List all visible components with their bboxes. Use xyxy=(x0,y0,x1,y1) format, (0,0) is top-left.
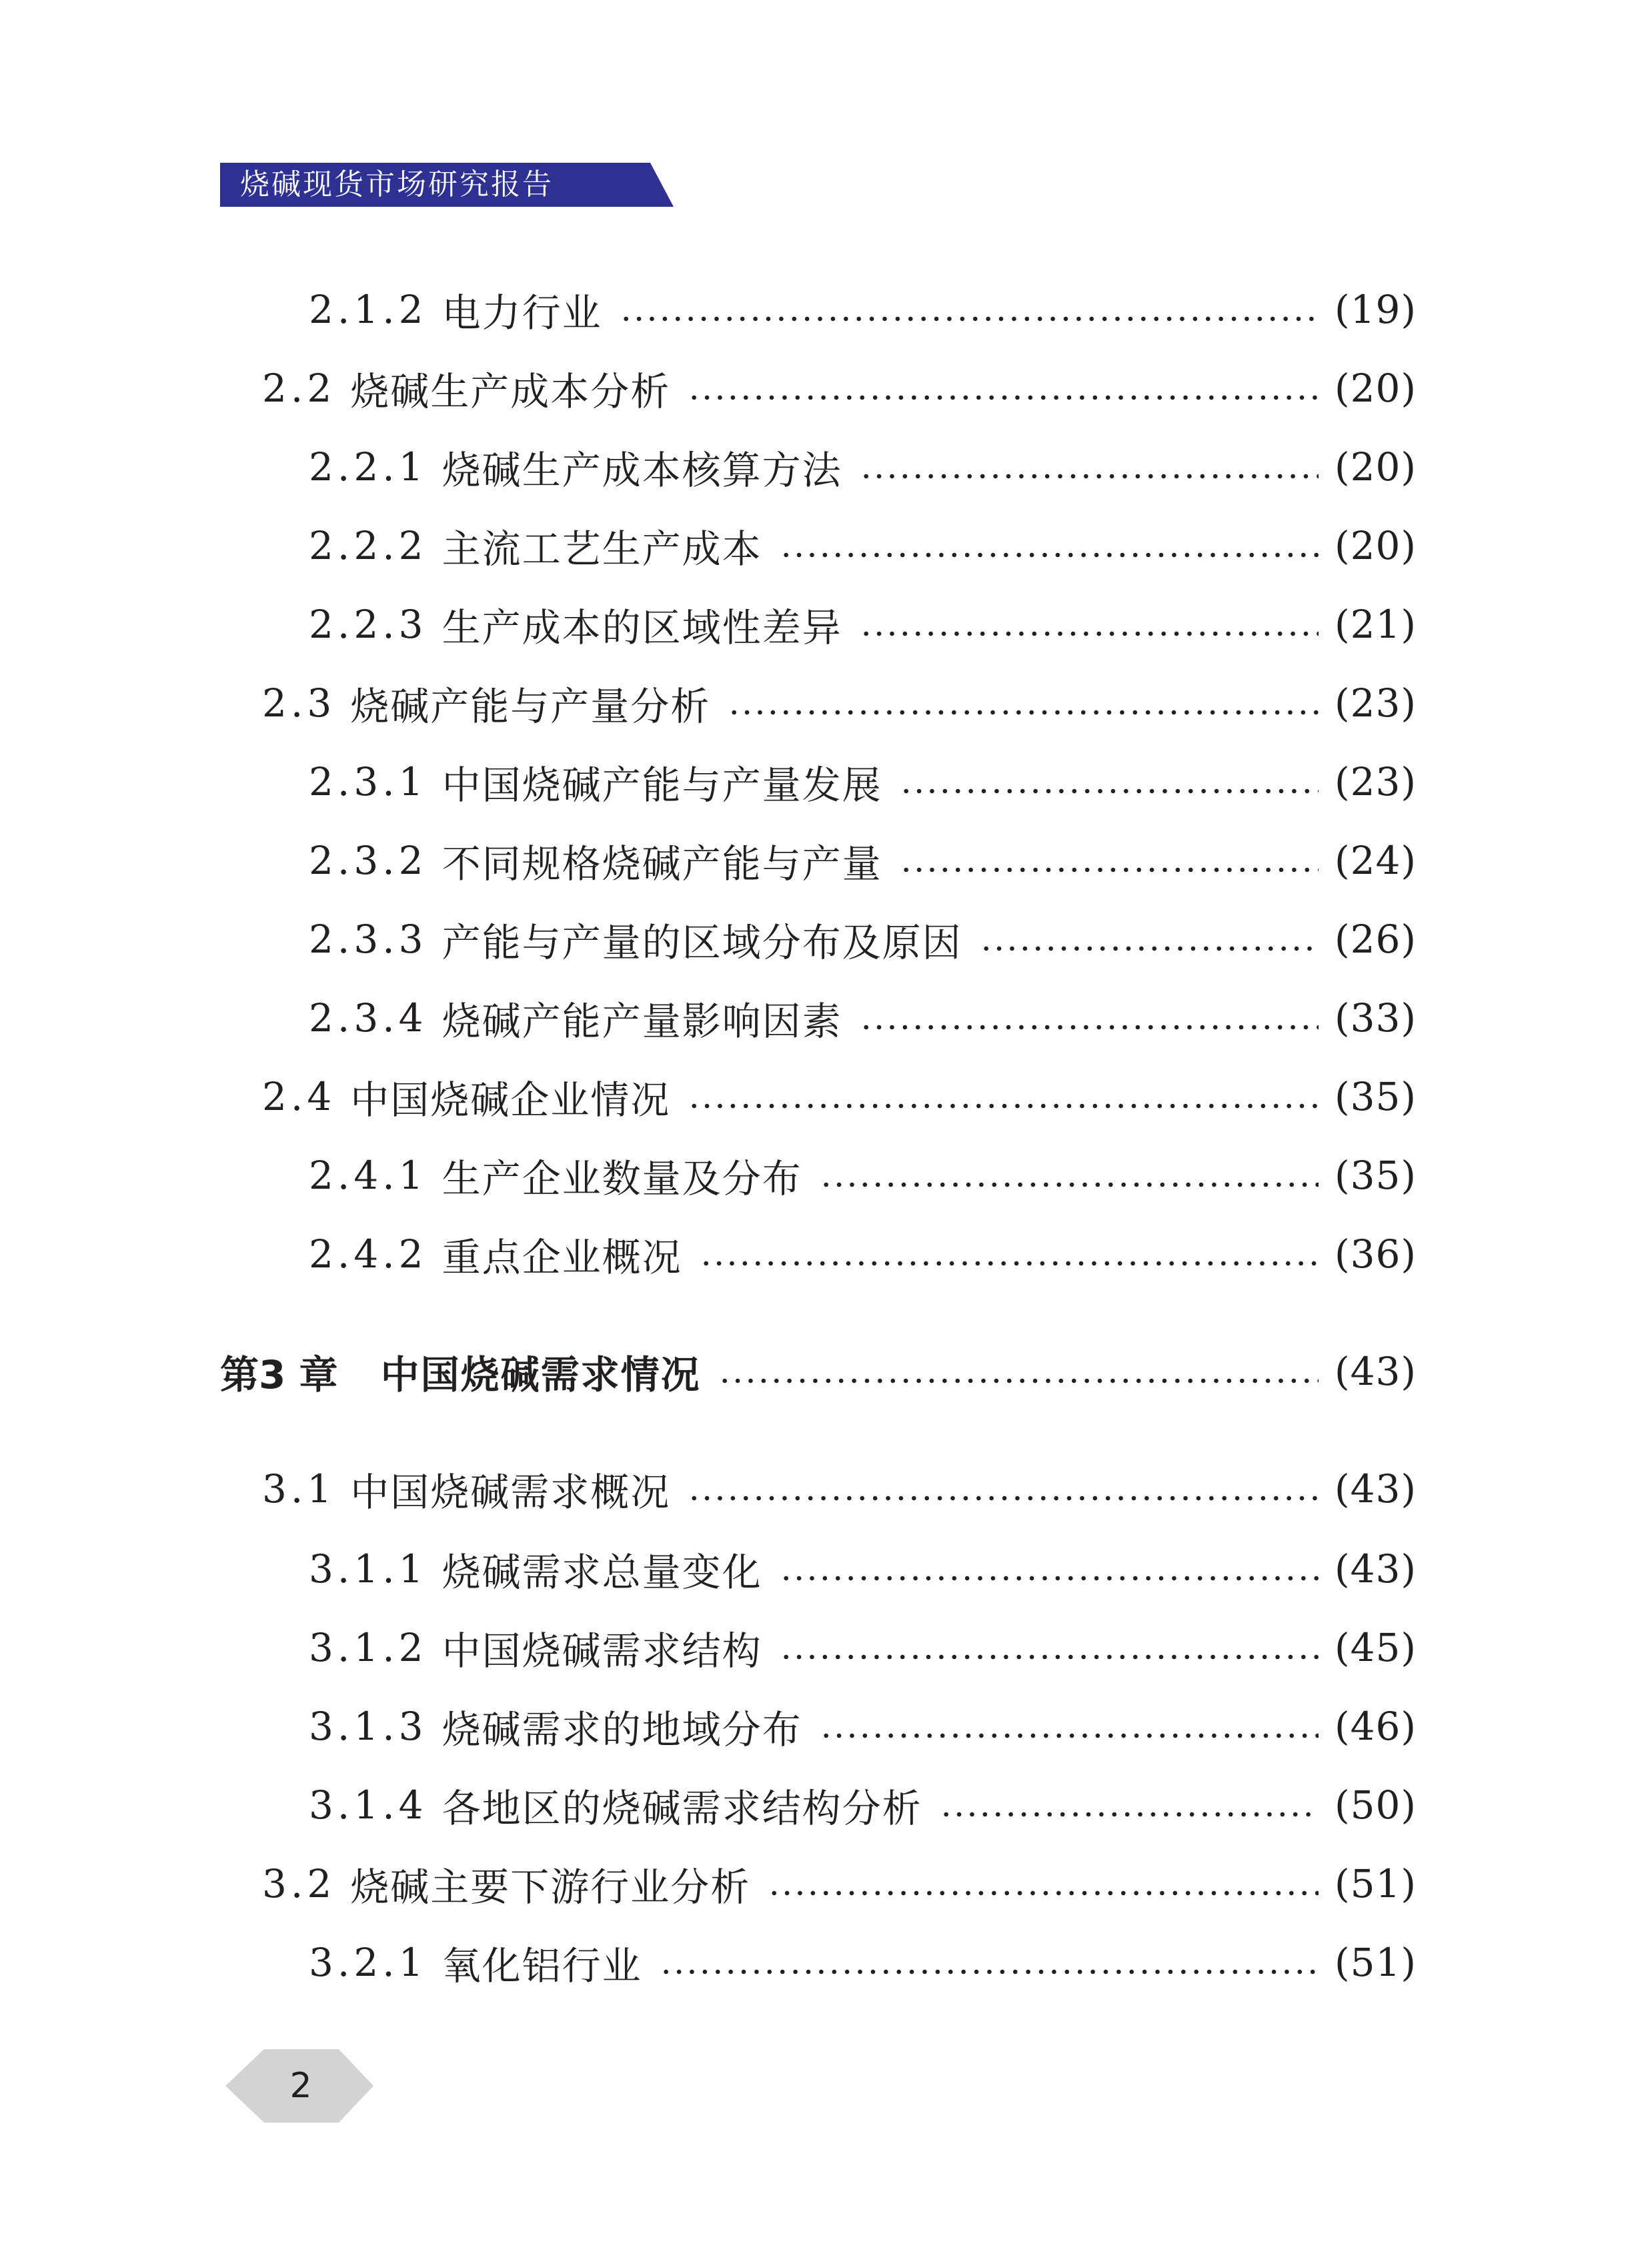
toc-entry-page: (51) xyxy=(1334,1940,1417,1985)
toc-entry-page: (21) xyxy=(1334,602,1417,647)
toc-entry-number: 2.4.2 xyxy=(309,1231,428,1277)
toc-entry[interactable] xyxy=(309,283,1417,336)
toc-chapter-title: 中国烧碱需求情况 xyxy=(380,1352,701,1397)
toc-entry-title: 烧碱生产成本核算方法 xyxy=(442,448,842,493)
toc-entry-number: 3.2.1 xyxy=(309,1940,428,1985)
page-number: 2 xyxy=(289,2066,312,2106)
dot-leader xyxy=(820,1732,1319,1739)
toc-entry-page: (50) xyxy=(1334,1782,1417,1828)
toc-entry-title: 各地区的烧碱需求结构分析 xyxy=(442,1786,922,1831)
dot-leader xyxy=(940,1811,1319,1818)
toc-entry[interactable] xyxy=(309,834,1417,887)
toc-entry-number: 2.2.1 xyxy=(309,444,428,490)
toc-entry-title: 生产成本的区域性差异 xyxy=(442,605,842,650)
toc-entry[interactable] xyxy=(309,1936,1417,1989)
toc-entry-page: (35) xyxy=(1334,1153,1417,1198)
toc-entry-page: (43) xyxy=(1334,1349,1417,1394)
toc-entry-number: 2.1.2 xyxy=(309,287,428,332)
toc-entry[interactable] xyxy=(309,1149,1417,1202)
dot-leader xyxy=(780,552,1319,558)
toc-entry-number: 3.1.3 xyxy=(309,1704,428,1749)
toc-entry[interactable] xyxy=(309,1700,1417,1753)
toc-entry-page: (43) xyxy=(1334,1466,1417,1512)
toc-entry[interactable] xyxy=(309,991,1417,1045)
toc-entry-number: 3.1.2 xyxy=(309,1625,428,1670)
toc-entry[interactable] xyxy=(309,598,1417,651)
toc-entry[interactable] xyxy=(309,440,1417,494)
dot-leader xyxy=(860,1024,1319,1031)
toc-entry[interactable] xyxy=(262,1070,1417,1123)
toc-entry-page: (23) xyxy=(1334,680,1417,726)
toc-entry-title: 主流工艺生产成本 xyxy=(442,526,762,572)
toc-entry-title: 重点企业概况 xyxy=(442,1235,682,1280)
dot-leader xyxy=(768,1890,1319,1896)
toc-entry-number: 2.2.2 xyxy=(309,523,428,568)
toc-entry-page: (20) xyxy=(1334,366,1417,411)
toc-entry[interactable] xyxy=(309,913,1417,966)
dot-leader xyxy=(660,1968,1319,1975)
toc-entry-title: 烧碱产能与产量分析 xyxy=(350,684,711,729)
toc-entry-number: 3.1.4 xyxy=(309,1782,428,1828)
toc-entry-title: 产能与产量的区域分布及原因 xyxy=(442,920,962,965)
toc-entry-page: (26) xyxy=(1334,917,1417,962)
toc-chapter-entry[interactable] xyxy=(220,1345,1417,1398)
toc-entry-number: 2.3.3 xyxy=(309,917,428,962)
toc-entry-title: 电力行业 xyxy=(442,290,602,336)
toc-entry-number: 2.3 xyxy=(262,680,336,726)
toc-entry[interactable] xyxy=(309,1227,1417,1281)
toc-entry-page: (45) xyxy=(1334,1625,1417,1670)
dot-leader xyxy=(718,1377,1319,1384)
toc-entry[interactable] xyxy=(262,676,1417,730)
toc-entry-page: (43) xyxy=(1334,1546,1417,1592)
toc-entry-title: 氧化铝行业 xyxy=(442,1943,642,1989)
dot-leader xyxy=(728,709,1319,716)
dot-leader xyxy=(820,1181,1319,1188)
toc-entry[interactable] xyxy=(309,1778,1417,1832)
toc-entry[interactable] xyxy=(309,1542,1417,1596)
toc-entry-number: 2.3.4 xyxy=(309,995,428,1041)
toc-entry-page: (24) xyxy=(1334,838,1417,883)
toc-entry[interactable] xyxy=(309,1621,1417,1674)
toc-entry-number: 3.2 xyxy=(262,1861,336,1906)
toc-entry-page: (51) xyxy=(1334,1861,1417,1906)
page-number-badge xyxy=(225,2047,376,2125)
toc-entry-number: 2.2 xyxy=(262,366,336,411)
toc-entry-page: (19) xyxy=(1334,287,1417,332)
toc-entry-title: 生产企业数量及分布 xyxy=(442,1156,802,1201)
dot-leader xyxy=(780,1575,1319,1582)
dot-leader xyxy=(620,316,1319,322)
toc-entry-title: 烧碱需求的地域分布 xyxy=(442,1707,802,1752)
toc-chapter-number: 第3 章 xyxy=(220,1352,338,1397)
toc-entry-number: 2.3.1 xyxy=(309,759,428,804)
toc-entry[interactable] xyxy=(262,1857,1417,1910)
toc-entry-number: 2.3.2 xyxy=(309,838,428,883)
dot-leader xyxy=(780,1654,1319,1660)
dot-leader xyxy=(860,630,1319,637)
toc-entry-number: 2.4 xyxy=(262,1074,336,1119)
toc-entry-title: 中国烧碱企业情况 xyxy=(350,1077,671,1123)
toc-entry-title: 中国烧碱需求概况 xyxy=(350,1470,671,1515)
toc-entry-title: 中国烧碱需求结构 xyxy=(442,1628,762,1674)
dot-leader xyxy=(700,1260,1319,1267)
toc-entry-page: (20) xyxy=(1334,523,1417,568)
toc-entry-title: 中国烧碱产能与产量发展 xyxy=(442,762,882,808)
toc-entry-page: (23) xyxy=(1334,759,1417,804)
toc-entry-page: (33) xyxy=(1334,995,1417,1041)
dot-leader xyxy=(900,867,1319,873)
toc-entry-title: 烧碱产能产量影响因素 xyxy=(442,999,842,1044)
toc-entry[interactable] xyxy=(262,1462,1417,1516)
toc-entry-page: (46) xyxy=(1334,1704,1417,1749)
toc-entry[interactable] xyxy=(309,755,1417,808)
toc-entry-number: 2.4.1 xyxy=(309,1153,428,1198)
dot-leader xyxy=(688,1103,1319,1109)
dot-leader xyxy=(900,788,1319,794)
toc-entry-page: (36) xyxy=(1334,1231,1417,1277)
toc-entry-title: 烧碱需求总量变化 xyxy=(442,1550,762,1595)
toc-entry[interactable] xyxy=(309,519,1417,572)
toc-entry-page: (20) xyxy=(1334,444,1417,490)
toc-entry-title: 不同规格烧碱产能与产量 xyxy=(442,841,882,887)
header-title: 烧碱现货市场研究报告 xyxy=(240,167,554,201)
toc-entry-number: 3.1 xyxy=(262,1466,336,1512)
dot-leader xyxy=(688,394,1319,401)
toc-entry-title: 烧碱主要下游行业分析 xyxy=(350,1864,751,1910)
toc-entry-number: 2.2.3 xyxy=(309,602,428,647)
toc-entry[interactable] xyxy=(262,362,1417,415)
dot-leader xyxy=(980,945,1319,952)
dot-leader xyxy=(860,473,1319,480)
dot-leader xyxy=(688,1495,1319,1502)
toc-entry-page: (35) xyxy=(1334,1074,1417,1119)
toc-entry-title: 烧碱生产成本分析 xyxy=(350,369,671,414)
toc-entry-number: 3.1.1 xyxy=(309,1546,428,1592)
